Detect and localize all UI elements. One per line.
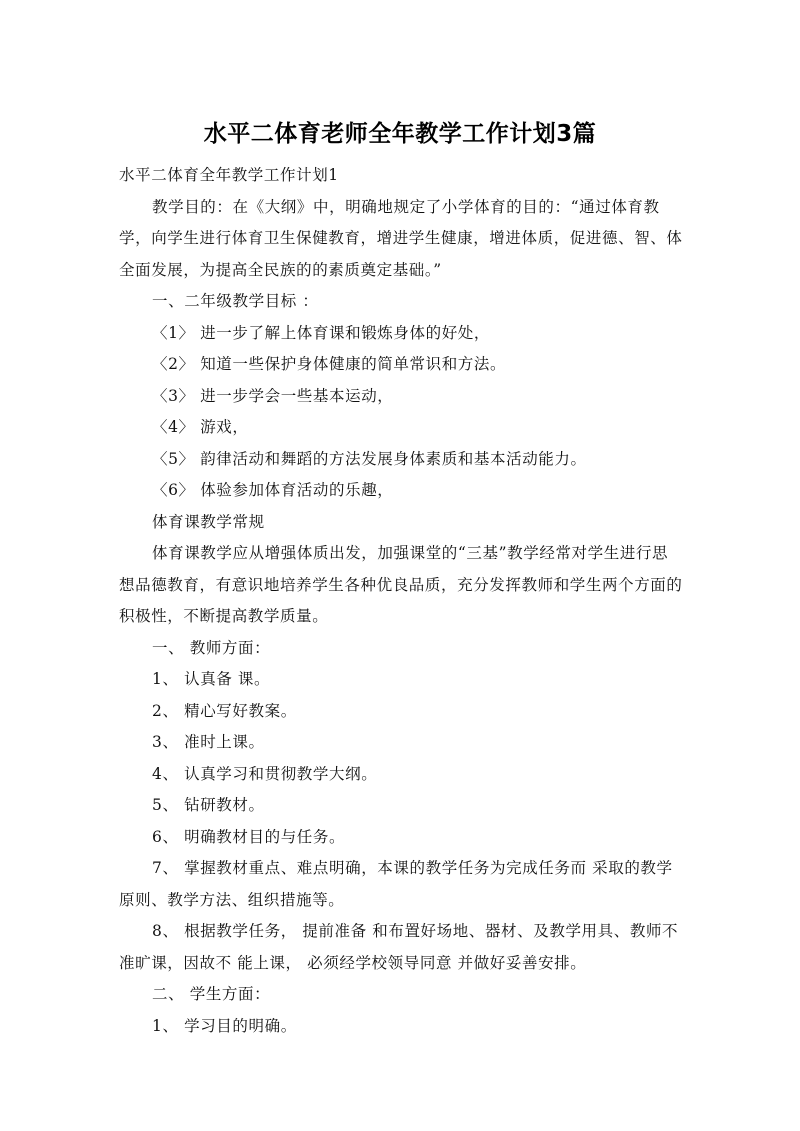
paragraph: 1、 认真备 课。 [152, 670, 271, 688]
section-heading: 水平二体育全年教学工作计划1 [119, 166, 339, 184]
document-title: 水平二体育老师全年教学工作计划3篇 [203, 121, 597, 147]
paragraph: 〈2〉 知道一些保护身体健康的简单常识和方法。 [152, 355, 507, 373]
paragraph: 二、 学生方面： [152, 985, 271, 1003]
paragraph: 体育课教学应从增强体质出发，加强课堂的“三基”教学经常对学生进行思想品德教育，有意识地培养学生各种优良品质，充分发挥教师和学生两个方面的积极性，不断提高教学质量。 [119, 544, 683, 625]
paragraph: 教学目的：在《大纲》中，明确地规定了小学体育的目的：“通过体育教学，向学生进行体育卫生保健教育，增进学生健康，增进体质，促进德、智、体全面发展，为提高全民族的的素质奠定基础。” [119, 197, 683, 279]
paragraph: 一、 教师方面： [152, 638, 271, 657]
paragraph: 体育课教学常规 [152, 512, 265, 531]
paragraph: 2、 精心写好教案。 [152, 701, 297, 720]
paragraph: 一、二年级教学目标 ： [152, 292, 319, 310]
paragraph: 〈6〉 体验参加体育活动的乐趣， [152, 481, 394, 499]
paragraph: 3、 准时上课。 [152, 733, 265, 751]
document-body [119, 160, 684, 1042]
paragraph: 7、 掌握教材重点、难点明确，本课的教学任务为完成任务而 采取的教学原则、教学方法、组织措施等。 [119, 859, 673, 909]
paragraph: 〈1〉 进一步了解上体育课和锻炼身体的好处， [152, 323, 490, 342]
paragraph: 5、 钻研教材。 [152, 796, 265, 814]
paragraph: 〈3〉 进一步学会一些基本运动， [152, 386, 394, 405]
paragraph: 8、 根据教学任务， 提前准备 和布置好场地、器材、及教学用具、教师不 准旷课，因故不 能上课， 必须经学校领导同意 并做好妥善安排。 [119, 922, 679, 972]
paragraph: 〈5〉 韵律活动和舞蹈的方法发展身体素质和基本活动能力。 [152, 449, 587, 468]
paragraph: 6、 明确教材目的与任务。 [152, 827, 346, 846]
paragraph: 〈4〉 游戏， [152, 418, 249, 436]
paragraph: 4、 认真学习和贯彻教学大纲。 [152, 764, 378, 783]
paragraph: 1、 学习目的明确。 [152, 1016, 297, 1035]
